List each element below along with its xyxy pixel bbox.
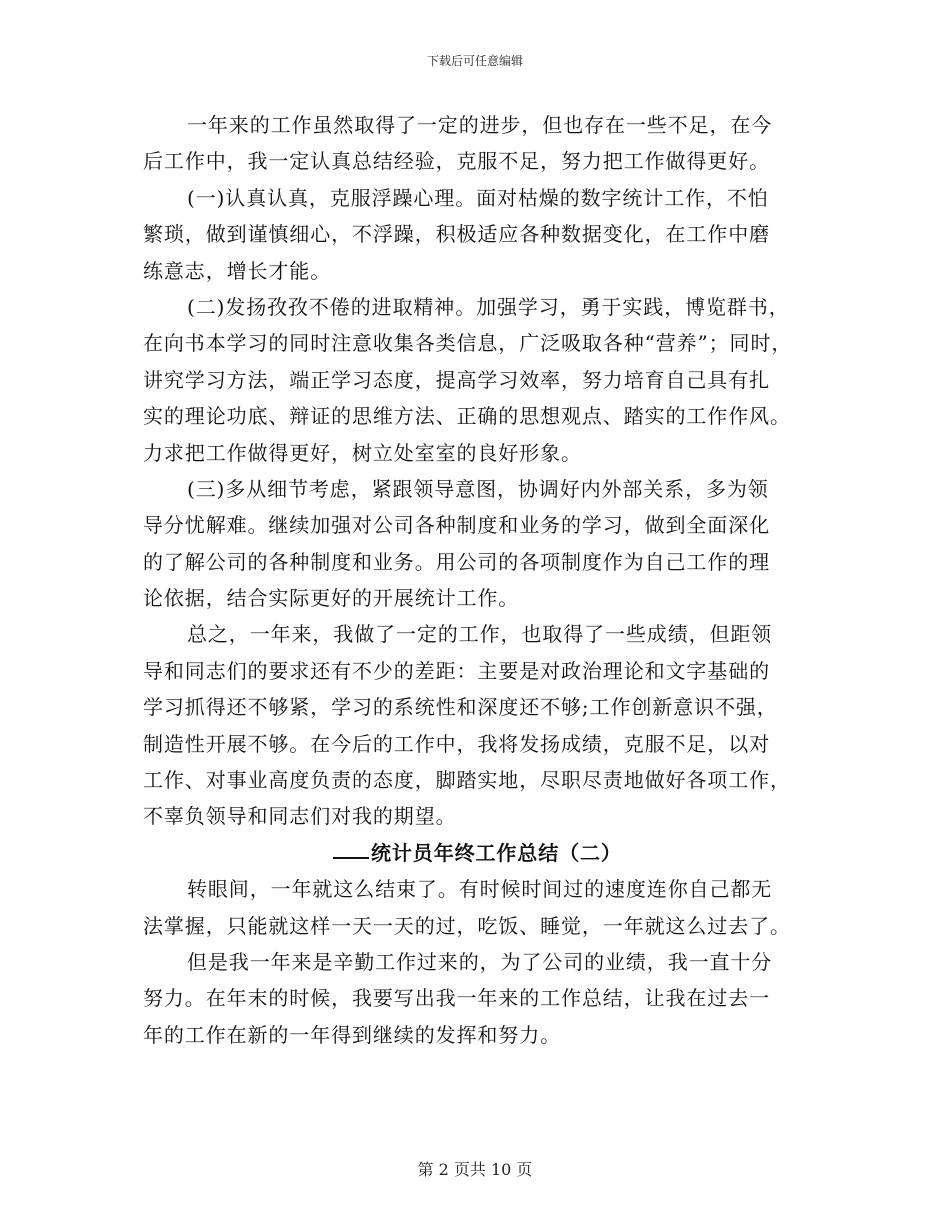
paragraph-line: (一)认真认真，克服浮躁心理。面对枯燥的数字统计工作，不怕 [187, 185, 769, 210]
paragraph-line: 练意志，增长才能。 [143, 258, 332, 283]
paragraph-line: 但是我一年来是辛勤工作过来的，为了公司的业绩，我一直十分 [187, 949, 773, 974]
paragraph-line: 学习抓得还不够紧，学习的系统性和深度还不够;工作创新意识不强， [143, 695, 778, 720]
body-text-before-title [143, 107, 811, 835]
paragraph-line: 导和同志们的要求还有不少的差距：主要是对政治理论和文字基础的 [143, 658, 770, 683]
paragraph-line: 年的工作在新的一年得到继续的发挥和努力。 [143, 1022, 561, 1047]
paragraph-line: 力求把工作做得更好，树立处室室的良好形象。 [143, 440, 582, 465]
paragraph-line: 导分忧解难。继续加强对公司各种制度和业务的学习，做到全面深化 [143, 513, 770, 538]
section-title-text: 统计员年终工作总结（二） [371, 840, 622, 865]
paragraph-line: 繁琐，做到谨慎细心，不浮躁，积极适应各种数据变化，在工作中磨 [143, 222, 770, 247]
paragraph-line: 总之，一年来，我做了一定的工作，也取得了一些成绩，但距领 [187, 622, 773, 647]
document-body [143, 107, 811, 1053]
paragraph-line: 制造性开展不够。在今后的工作中，我将发扬成绩，克服不足，以对 [143, 731, 770, 756]
title-blank-underline [333, 835, 369, 859]
paragraph-line: (三)多从细节考虑，紧跟领导意图，协调好内外部关系，多为领 [187, 476, 769, 501]
paragraph-line: 的了解公司的各种制度和业务。用公司的各项制度作为自己工作的理 [143, 549, 770, 574]
paragraph-line: 工作、对事业高度负责的态度，脚踏实地，尽职尽责地做好各项工作， [143, 768, 791, 793]
paragraph-line: 法掌握，只能就这样一天一天的过，吃饭、睡觉，一年就这么过去了。 [143, 913, 791, 938]
paragraph-line: 论依据，结合实际更好的开展统计工作。 [143, 586, 520, 611]
paragraph-line: 后工作中，我一定认真总结经验，克服不足，努力把工作做得更好。 [143, 149, 770, 174]
paragraph-line: 一年来的工作虽然取得了一定的进步，但也存在一些不足，在今 [187, 113, 773, 137]
paragraph-line: 实的理论功底、辩证的思维方法、正确的思想观点、踏实的工作作风。 [143, 404, 791, 429]
page-footer: 第 2 页共 10 页 [417, 1160, 533, 1179]
page-header: 下载后可任意编辑 [426, 54, 523, 68]
paragraph-line: 讲究学习方法，端正学习态度，提高学习效率，努力培育自己具有扎 [143, 367, 770, 392]
body-text-after-title [143, 871, 811, 1053]
paragraph-line: 在向书本学习的同时注意收集各类信息，广泛吸取各种“营养”；同时， [143, 331, 793, 356]
paragraph-line: (二)发扬孜孜不倦的进取精神。加强学习，勇于实践，博览群书， [187, 294, 790, 319]
paragraph-line: 转眼间，一年就这么结束了。有时候时间过的速度连你自己都无 [187, 877, 773, 902]
paragraph-line: 不辜负领导和同志们对我的期望。 [143, 804, 457, 829]
paragraph-line: 努力。在年末的时候，我要写出我一年来的工作总结，让我在过去一 [143, 986, 770, 1011]
section-title [143, 835, 811, 871]
